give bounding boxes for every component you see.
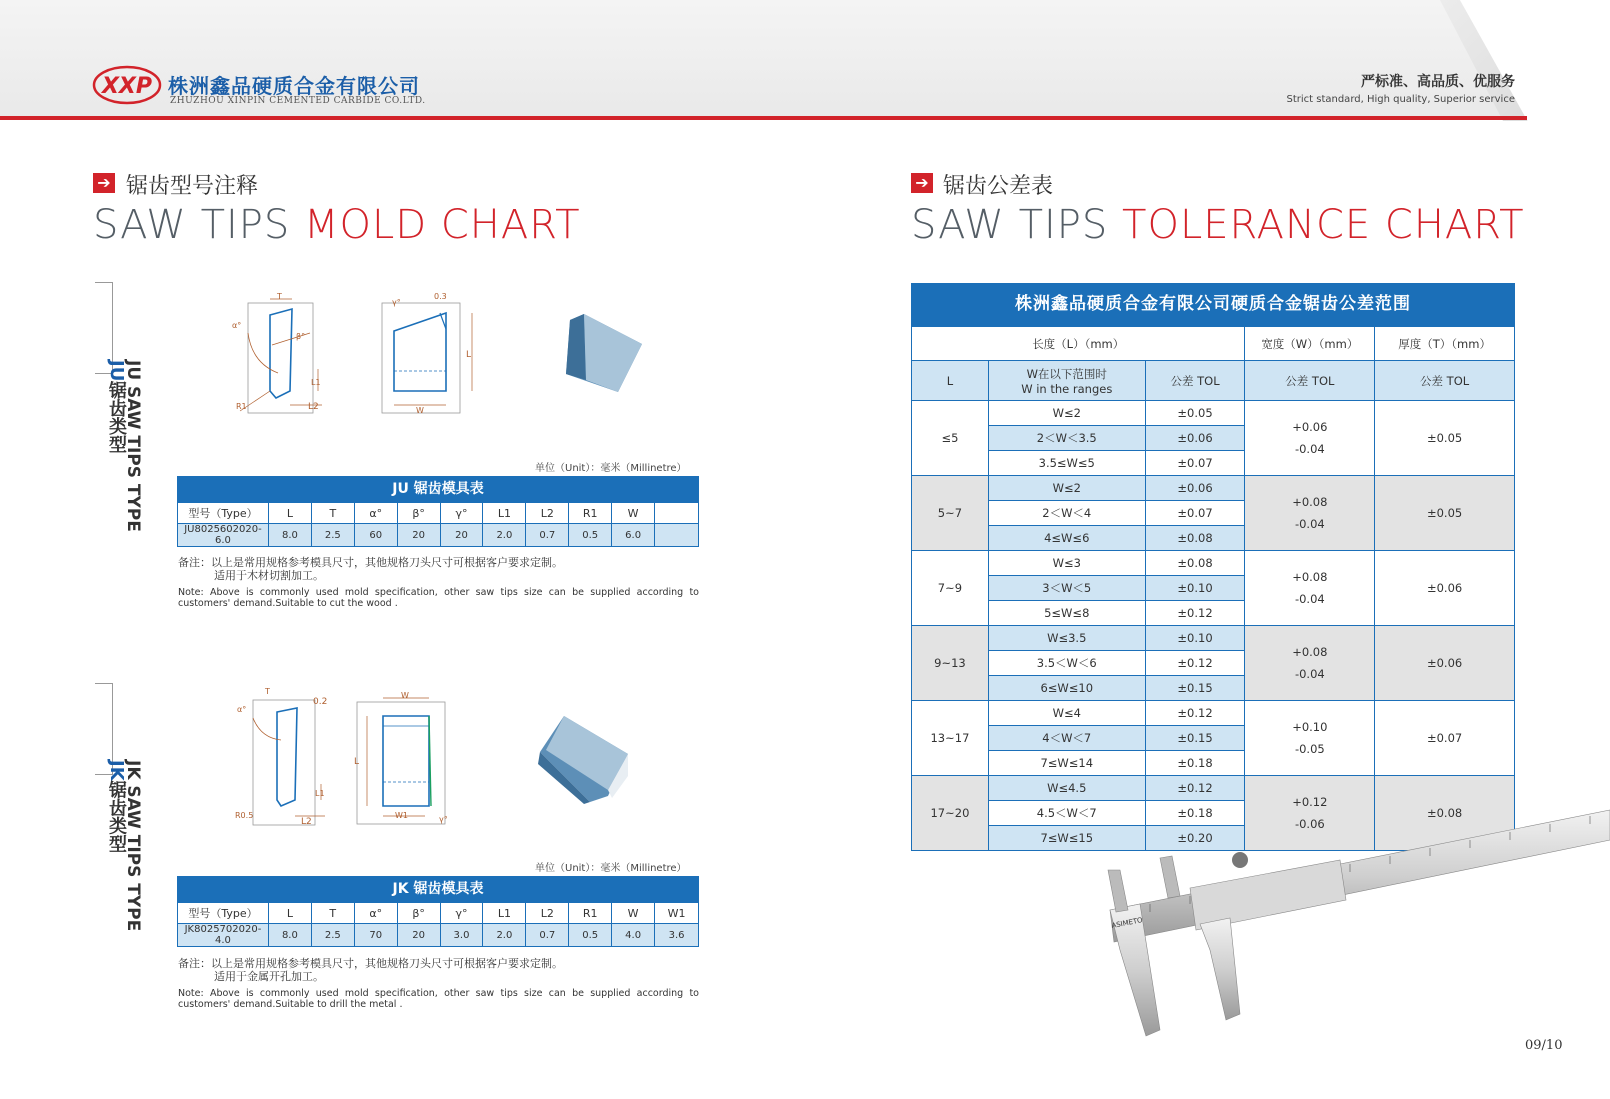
tolerance-title-en-b: TOLERANCE CHART	[1122, 202, 1525, 248]
slogan-en: Strict standard, High quality, Superior service	[1286, 94, 1515, 105]
jk-front-diagram	[235, 688, 350, 838]
table-cell: 2.0	[483, 524, 526, 547]
width-tol-plus: +0.08	[1292, 570, 1328, 584]
table-cell: β°	[397, 903, 440, 924]
ju-label-l: L	[466, 350, 472, 360]
length-tol-cell: ±0.20	[1145, 826, 1245, 851]
ju-label-l2: L2	[308, 402, 319, 412]
table-cell: 3.6	[655, 924, 699, 947]
width-range-cell: 3.5≤W≤5	[988, 451, 1145, 476]
table-row	[912, 476, 1515, 501]
table-cell: W	[612, 503, 655, 524]
jk-side-en: JK SAW TIPS TYPE	[123, 760, 143, 932]
length-range-cell: 5~7	[912, 476, 989, 551]
table-cell: γ°	[440, 503, 483, 524]
width-tol-minus: -0.04	[1294, 517, 1325, 531]
company-logo	[92, 64, 162, 106]
width-range-cell: W≤3.5	[988, 626, 1145, 651]
table-row	[912, 327, 1515, 361]
table-row	[912, 776, 1515, 801]
width-tol-plus: +0.12	[1292, 795, 1328, 809]
length-tol-cell: ±0.08	[1145, 551, 1245, 576]
page-number: 09/10	[1525, 1038, 1563, 1053]
width-tol-minus: -0.05	[1294, 742, 1325, 756]
table-cell: 8.0	[268, 524, 311, 547]
section-arrow-icon: ➔	[911, 173, 933, 193]
width-range-cell: 5≤W≤8	[988, 601, 1145, 626]
length-tol-cell: ±0.07	[1145, 451, 1245, 476]
table-cell: 6.0	[612, 524, 655, 547]
ju-front-diagram	[230, 293, 350, 428]
width-tol-cell	[1245, 626, 1375, 701]
table-cell: L	[268, 503, 311, 524]
table-cell: 0.5	[569, 524, 612, 547]
table-cell: 0.7	[526, 524, 569, 547]
sub-w-header-cn: W在以下范围时	[1026, 366, 1107, 381]
mold-title-en-b: MOLD CHART	[304, 202, 581, 248]
thickness-tol-cell: ±0.08	[1375, 776, 1515, 851]
length-tol-cell: ±0.12	[1145, 701, 1245, 726]
width-tol-plus: +0.10	[1292, 720, 1328, 734]
ju-side-cn-b: 锯齿类型	[106, 381, 127, 454]
table-row	[178, 903, 699, 924]
jk-label-w1: W1	[395, 811, 408, 820]
table-cell: R1	[569, 503, 612, 524]
thickness-tol-cell: ±0.06	[1375, 551, 1515, 626]
ju-unit-label: 单位（Unit）：毫米（Millinetre）	[535, 463, 687, 474]
length-range-cell: 13~17	[912, 701, 989, 776]
table-cell: 3.0	[440, 924, 483, 947]
width-range-cell: 6≤W≤10	[988, 676, 1145, 701]
col-length-header: 长度（L）（mm）	[912, 327, 1245, 361]
section-arrow-icon: ➔	[93, 173, 115, 193]
table-row	[912, 551, 1515, 576]
jk-side-diagram	[355, 690, 465, 838]
jk-label-l1: L1	[315, 789, 325, 798]
ju-side-en: JU SAW TIPS TYPE	[123, 360, 143, 532]
table-cell: α°	[354, 503, 397, 524]
length-tol-cell: ±0.07	[1145, 501, 1245, 526]
length-range-cell: 17~20	[912, 776, 989, 851]
table-cell: 8.0	[268, 924, 311, 947]
ju-label-gamma: γ°	[392, 298, 401, 307]
jk-label-r: R0.5	[235, 811, 254, 820]
jk-label-t: T	[265, 687, 270, 696]
jk-side-cn-a: JK	[106, 760, 127, 781]
jk-3d-render	[536, 712, 636, 812]
ju-label-beta: β°	[296, 332, 306, 341]
table-cell: 60	[354, 524, 397, 547]
table-cell: β°	[397, 503, 440, 524]
jk-note-en: Note: Above is commonly used mold specification, other saw tips size can be supplied according to customers' demand.Suitable to drill the metal .	[178, 988, 699, 1010]
width-tol-minus: -0.04	[1294, 592, 1325, 606]
jk-note-cn-1: 备注：以上是常用规格参考模具尺寸，其他规格刀头尺寸可根据客户要求定制。	[178, 957, 563, 970]
ju-note-en: Note: Above is commonly used mold specification, other saw tips size can be supplied according to customers' demand.Suitable to cut the wood .	[178, 587, 699, 609]
width-tol-plus: +0.06	[1292, 420, 1328, 434]
logo-text: XXP	[101, 74, 153, 99]
table-row	[912, 361, 1515, 401]
table-row	[912, 401, 1515, 426]
table-cell: 2.5	[311, 924, 354, 947]
length-tol-cell: ±0.18	[1145, 801, 1245, 826]
col-thick-header: 厚度（T）（mm）	[1375, 327, 1515, 361]
mold-title-en-a: SAW TIPS	[93, 202, 305, 248]
ju-label-w: W	[416, 406, 424, 415]
length-tol-cell: ±0.10	[1145, 626, 1245, 651]
table-cell: 4.0	[612, 924, 655, 947]
sub-w-header-en: W in the ranges	[1021, 381, 1113, 396]
jk-side-cn-b: 锯齿类型	[106, 780, 127, 853]
table-row	[912, 626, 1515, 651]
width-tol-minus: -0.06	[1294, 817, 1325, 831]
width-tol-plus: +0.08	[1292, 645, 1328, 659]
length-range-cell: 9~13	[912, 626, 989, 701]
table-cell: 70	[354, 924, 397, 947]
length-tol-cell: ±0.15	[1145, 726, 1245, 751]
table-cell	[655, 503, 699, 524]
width-range-cell: W≤2	[988, 476, 1145, 501]
table-cell: γ°	[440, 903, 483, 924]
table-row	[178, 524, 699, 547]
table-cell: L1	[483, 903, 526, 924]
header-red-line	[0, 116, 1527, 120]
jk-label-alpha: α°	[237, 705, 247, 714]
sub-wtol-header: 公差 TOL	[1245, 361, 1375, 401]
ju-side-cn	[103, 360, 129, 453]
table-cell: 20	[397, 524, 440, 547]
length-tol-cell: ±0.12	[1145, 601, 1245, 626]
ju-label-03: 0.3	[434, 292, 447, 301]
tolerance-table	[911, 326, 1515, 851]
table-cell: L2	[526, 503, 569, 524]
length-tol-cell: ±0.05	[1145, 401, 1245, 426]
company-name-cn: 株洲鑫品硬质合金有限公司	[168, 74, 420, 98]
width-range-cell: W≤4.5	[988, 776, 1145, 801]
table-cell: T	[311, 903, 354, 924]
width-tol-minus: -0.04	[1294, 667, 1325, 681]
table-cell: α°	[354, 903, 397, 924]
table-cell	[655, 524, 699, 547]
thickness-tol-cell: ±0.05	[1375, 401, 1515, 476]
jk-label-l: L	[354, 757, 360, 767]
jk-mold-table	[177, 902, 699, 947]
length-tol-cell: ±0.10	[1145, 576, 1245, 601]
width-range-cell: 3＜W＜5	[988, 576, 1145, 601]
col-width-header: 宽度（W）（mm）	[1245, 327, 1375, 361]
jk-label-02: 0.2	[313, 697, 328, 707]
width-range-cell: 2＜W＜4	[988, 501, 1145, 526]
ju-label-t: T	[277, 292, 282, 301]
length-tol-cell: ±0.06	[1145, 426, 1245, 451]
tolerance-title-en	[911, 202, 1525, 248]
sub-tol-header: 公差 TOL	[1145, 361, 1245, 401]
ju-side-cn-a: JU	[106, 360, 127, 382]
length-tol-cell: ±0.08	[1145, 526, 1245, 551]
table-row	[178, 503, 699, 524]
table-cell: 2.5	[311, 524, 354, 547]
width-range-cell: 2＜W＜3.5	[988, 426, 1145, 451]
jk-label-l2: L2	[301, 817, 312, 827]
thickness-tol-cell: ±0.06	[1375, 626, 1515, 701]
jk-unit-label: 单位（Unit）：毫米（Millinetre）	[535, 863, 687, 874]
width-tol-cell	[1245, 476, 1375, 551]
slogan-cn: 严标准、高品质、优服务	[1361, 74, 1515, 90]
table-cell: JK8025702020-4.0	[178, 924, 269, 947]
caliper-brand: ASIMETO	[1110, 916, 1144, 930]
table-cell: L2	[526, 903, 569, 924]
mold-title-cn: 锯齿型号注释	[126, 174, 259, 199]
width-range-cell: 7≤W≤14	[988, 751, 1145, 776]
caliper-image	[1090, 800, 1610, 1070]
width-tol-plus: +0.08	[1292, 495, 1328, 509]
company-name-en: ZHUZHOU XINPIN CEMENTED CARBIDE CO.LTD.	[170, 96, 426, 106]
thickness-tol-cell: ±0.07	[1375, 701, 1515, 776]
table-row	[178, 924, 699, 947]
sub-l-header: L	[912, 361, 989, 401]
ju-label-l1: L1	[311, 378, 321, 387]
width-range-cell: 4≤W≤6	[988, 526, 1145, 551]
length-range-cell: 7~9	[912, 551, 989, 626]
ju-mold-table	[177, 502, 699, 547]
table-cell: 型号（Type）	[178, 903, 269, 924]
ju-label-alpha: α°	[232, 321, 242, 330]
table-cell: 0.7	[526, 924, 569, 947]
table-cell: 型号（Type）	[178, 503, 269, 524]
table-cell: T	[311, 503, 354, 524]
tolerance-title-en-a: SAW TIPS	[911, 202, 1123, 248]
tolerance-table-title: 株洲鑫品硬质合金有限公司硬质合金锯齿公差范围	[911, 283, 1515, 326]
width-tol-cell	[1245, 551, 1375, 626]
table-cell: 0.5	[569, 924, 612, 947]
table-cell: 2.0	[483, 924, 526, 947]
table-cell: W	[612, 903, 655, 924]
jk-label-w: W	[401, 691, 409, 700]
table-cell: 20	[440, 524, 483, 547]
width-tol-minus: -0.04	[1294, 442, 1325, 456]
ju-note-cn-2: 适用于木材切割加工。	[214, 569, 324, 582]
mold-title-en	[93, 202, 581, 248]
table-cell: L	[268, 903, 311, 924]
width-range-cell: 4＜W＜7	[988, 726, 1145, 751]
ju-label-r1: R1	[236, 402, 247, 411]
jk-table-title: JK 锯齿模具表	[177, 876, 699, 902]
ju-table-title: JU 锯齿模具表	[177, 476, 699, 502]
width-range-cell: W≤2	[988, 401, 1145, 426]
table-cell: W1	[655, 903, 699, 924]
table-cell: R1	[569, 903, 612, 924]
jk-side-cn	[103, 760, 129, 853]
jk-label-gamma: γ°	[439, 815, 448, 824]
width-tol-cell	[1245, 401, 1375, 476]
thickness-tol-cell: ±0.05	[1375, 476, 1515, 551]
sub-ttol-header: 公差 TOL	[1375, 361, 1515, 401]
ju-note-cn-1: 备注：以上是常用规格参考模具尺寸，其他规格刀头尺寸可根据客户要求定制。	[178, 556, 563, 569]
table-row	[912, 701, 1515, 726]
table-cell: L1	[483, 503, 526, 524]
length-tol-cell: ±0.18	[1145, 751, 1245, 776]
length-tol-cell: ±0.12	[1145, 776, 1245, 801]
width-range-cell: 7≤W≤15	[988, 826, 1145, 851]
length-tol-cell: ±0.06	[1145, 476, 1245, 501]
width-range-cell: 4.5＜W＜7	[988, 801, 1145, 826]
width-tol-cell	[1245, 701, 1375, 776]
length-tol-cell: ±0.15	[1145, 676, 1245, 701]
length-tol-cell: ±0.12	[1145, 651, 1245, 676]
table-cell: JU8025602020-6.0	[178, 524, 269, 547]
ju-3d-render	[560, 310, 650, 405]
width-range-cell: W≤3	[988, 551, 1145, 576]
length-range-cell: ≤5	[912, 401, 989, 476]
table-cell: 20	[397, 924, 440, 947]
sub-w-header	[988, 361, 1145, 401]
width-range-cell: 3.5＜W＜6	[988, 651, 1145, 676]
ju-side-diagram	[380, 293, 490, 428]
jk-note-cn-2: 适用于金属开孔加工。	[214, 970, 324, 983]
tolerance-title-cn: 锯齿公差表	[943, 174, 1054, 199]
width-range-cell: W≤4	[988, 701, 1145, 726]
